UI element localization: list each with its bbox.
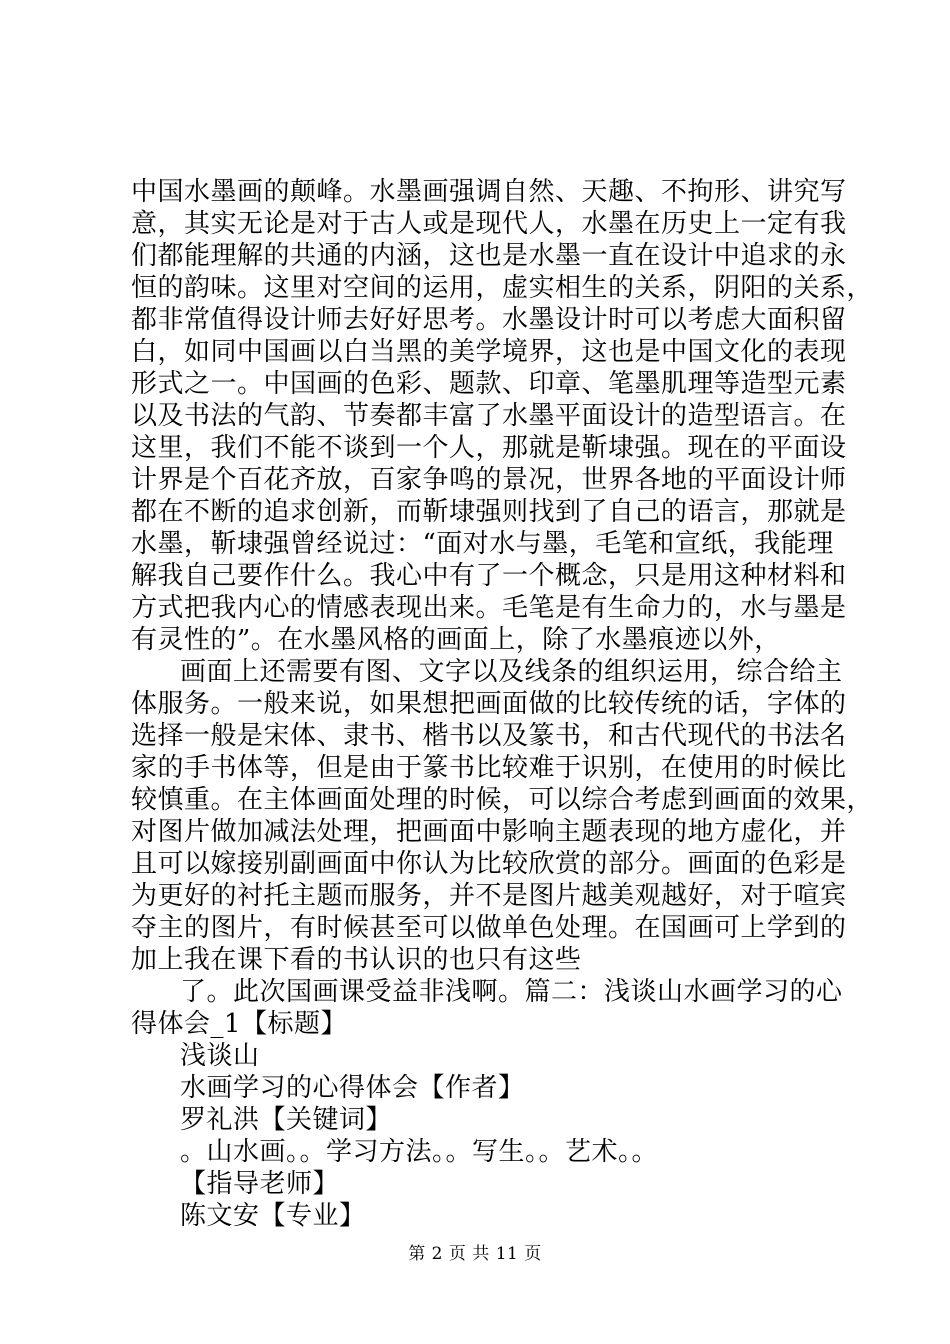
body-line: 选择一般是宋体、隶书、楷书以及篆书，和古代现代的书法名 [131,721,847,751]
body-line: 恒的韵味。这里对空间的运用，虚实相生的关系，阴阳的关系， [131,273,874,303]
body-line: 都非常值得设计师去好好思考。水墨设计时可以考虑大面积留 [131,305,847,335]
body-line: 家的手书体等，但是由于篆书比较难于识别，在使用的时候比 [131,753,847,783]
body-line: 们都能理解的共通的内涵，这也是水墨一直在设计中追求的永 [131,241,847,271]
author-keywords-line: 罗礼洪【关键词】 [180,1105,393,1135]
page-number-footer: 第 2 页 共 11 页 [408,1244,542,1264]
body-line: 水墨，靳埭强曾经说过：“面对水与墨，毛笔和宣纸，我能理 [131,529,834,559]
body-line: 得体会_1【标题】 [131,1009,348,1039]
body-line: 体服务。一般来说，如果想把画面做的比较传统的话，字体的 [131,689,847,719]
body-line: 中国水墨画的颠峰。水墨画强调自然、天趣、不拘形、讲究写 [131,177,847,207]
title-author-line: 水画学习的心得体会【作者】 [180,1073,525,1103]
body-line: 以及书法的气韵、节奏都丰富了水墨平面设计的造型语言。在 [131,401,847,431]
body-line: 这里，我们不能不谈到一个人，那就是靳埭强。现在的平面设 [131,433,847,463]
body-line: 夺主的图片，有时候甚至可以做单色处理。在国画可上学到的 [131,913,847,943]
advisor-label-line: 【指导老师】 [180,1169,340,1199]
body-line: 意，其实无论是对于古人或是现代人，水墨在历史上一定有我 [131,209,847,239]
body-line: 较慎重。在主体画面处理的时候，可以综合考虑到画面的效果， [131,785,874,815]
paragraph-first-line: 了。此次国画课受益非浅啊。篇二：浅谈山水画学习的心 [180,977,843,1007]
advisor-major-line: 陈文安【专业】 [180,1201,366,1231]
keywords-line: 。山水画。。学习方法。。写生。。艺术。。 [180,1137,659,1167]
body-line: 对图片做加减法处理，把画面中影响主题表现的地方虚化，并 [131,817,847,847]
body-line: 且可以嫁接别副画面中你认为比较欣赏的部分。画面的色彩是 [131,849,847,879]
body-line: 加上我在课下看的书认识的也只有这些 [131,945,582,975]
body-line: 白，如同中国画以白当黑的美学境界，这也是中国文化的表现 [131,337,847,367]
body-line: 有灵性的”。在水墨风格的画面上，除了水墨痕迹以外， [131,625,781,655]
body-line: 方式把我内心的情感表现出来。毛笔是有生命力的，水与墨是 [131,593,847,623]
body-line: 解我自己要作什么。我心中有了一个概念，只是用这种材料和 [131,561,847,591]
paragraph-first-line: 画面上还需要有图、文字以及线条的组织运用，综合给主 [180,657,843,687]
body-line: 都在不断的追求创新，而靳埭强则找到了自己的语言，那就是 [131,497,847,527]
body-line: 为更好的衬托主题而服务，并不是图片越美观越好，对于喧宾 [131,881,847,911]
body-line: 形式之一。中国画的色彩、题款、印章、笔墨肌理等造型元素 [131,369,847,399]
title-line: 浅谈山 [180,1041,260,1071]
body-line: 计界是个百花齐放，百家争鸣的景况，世界各地的平面设计师 [131,465,847,495]
